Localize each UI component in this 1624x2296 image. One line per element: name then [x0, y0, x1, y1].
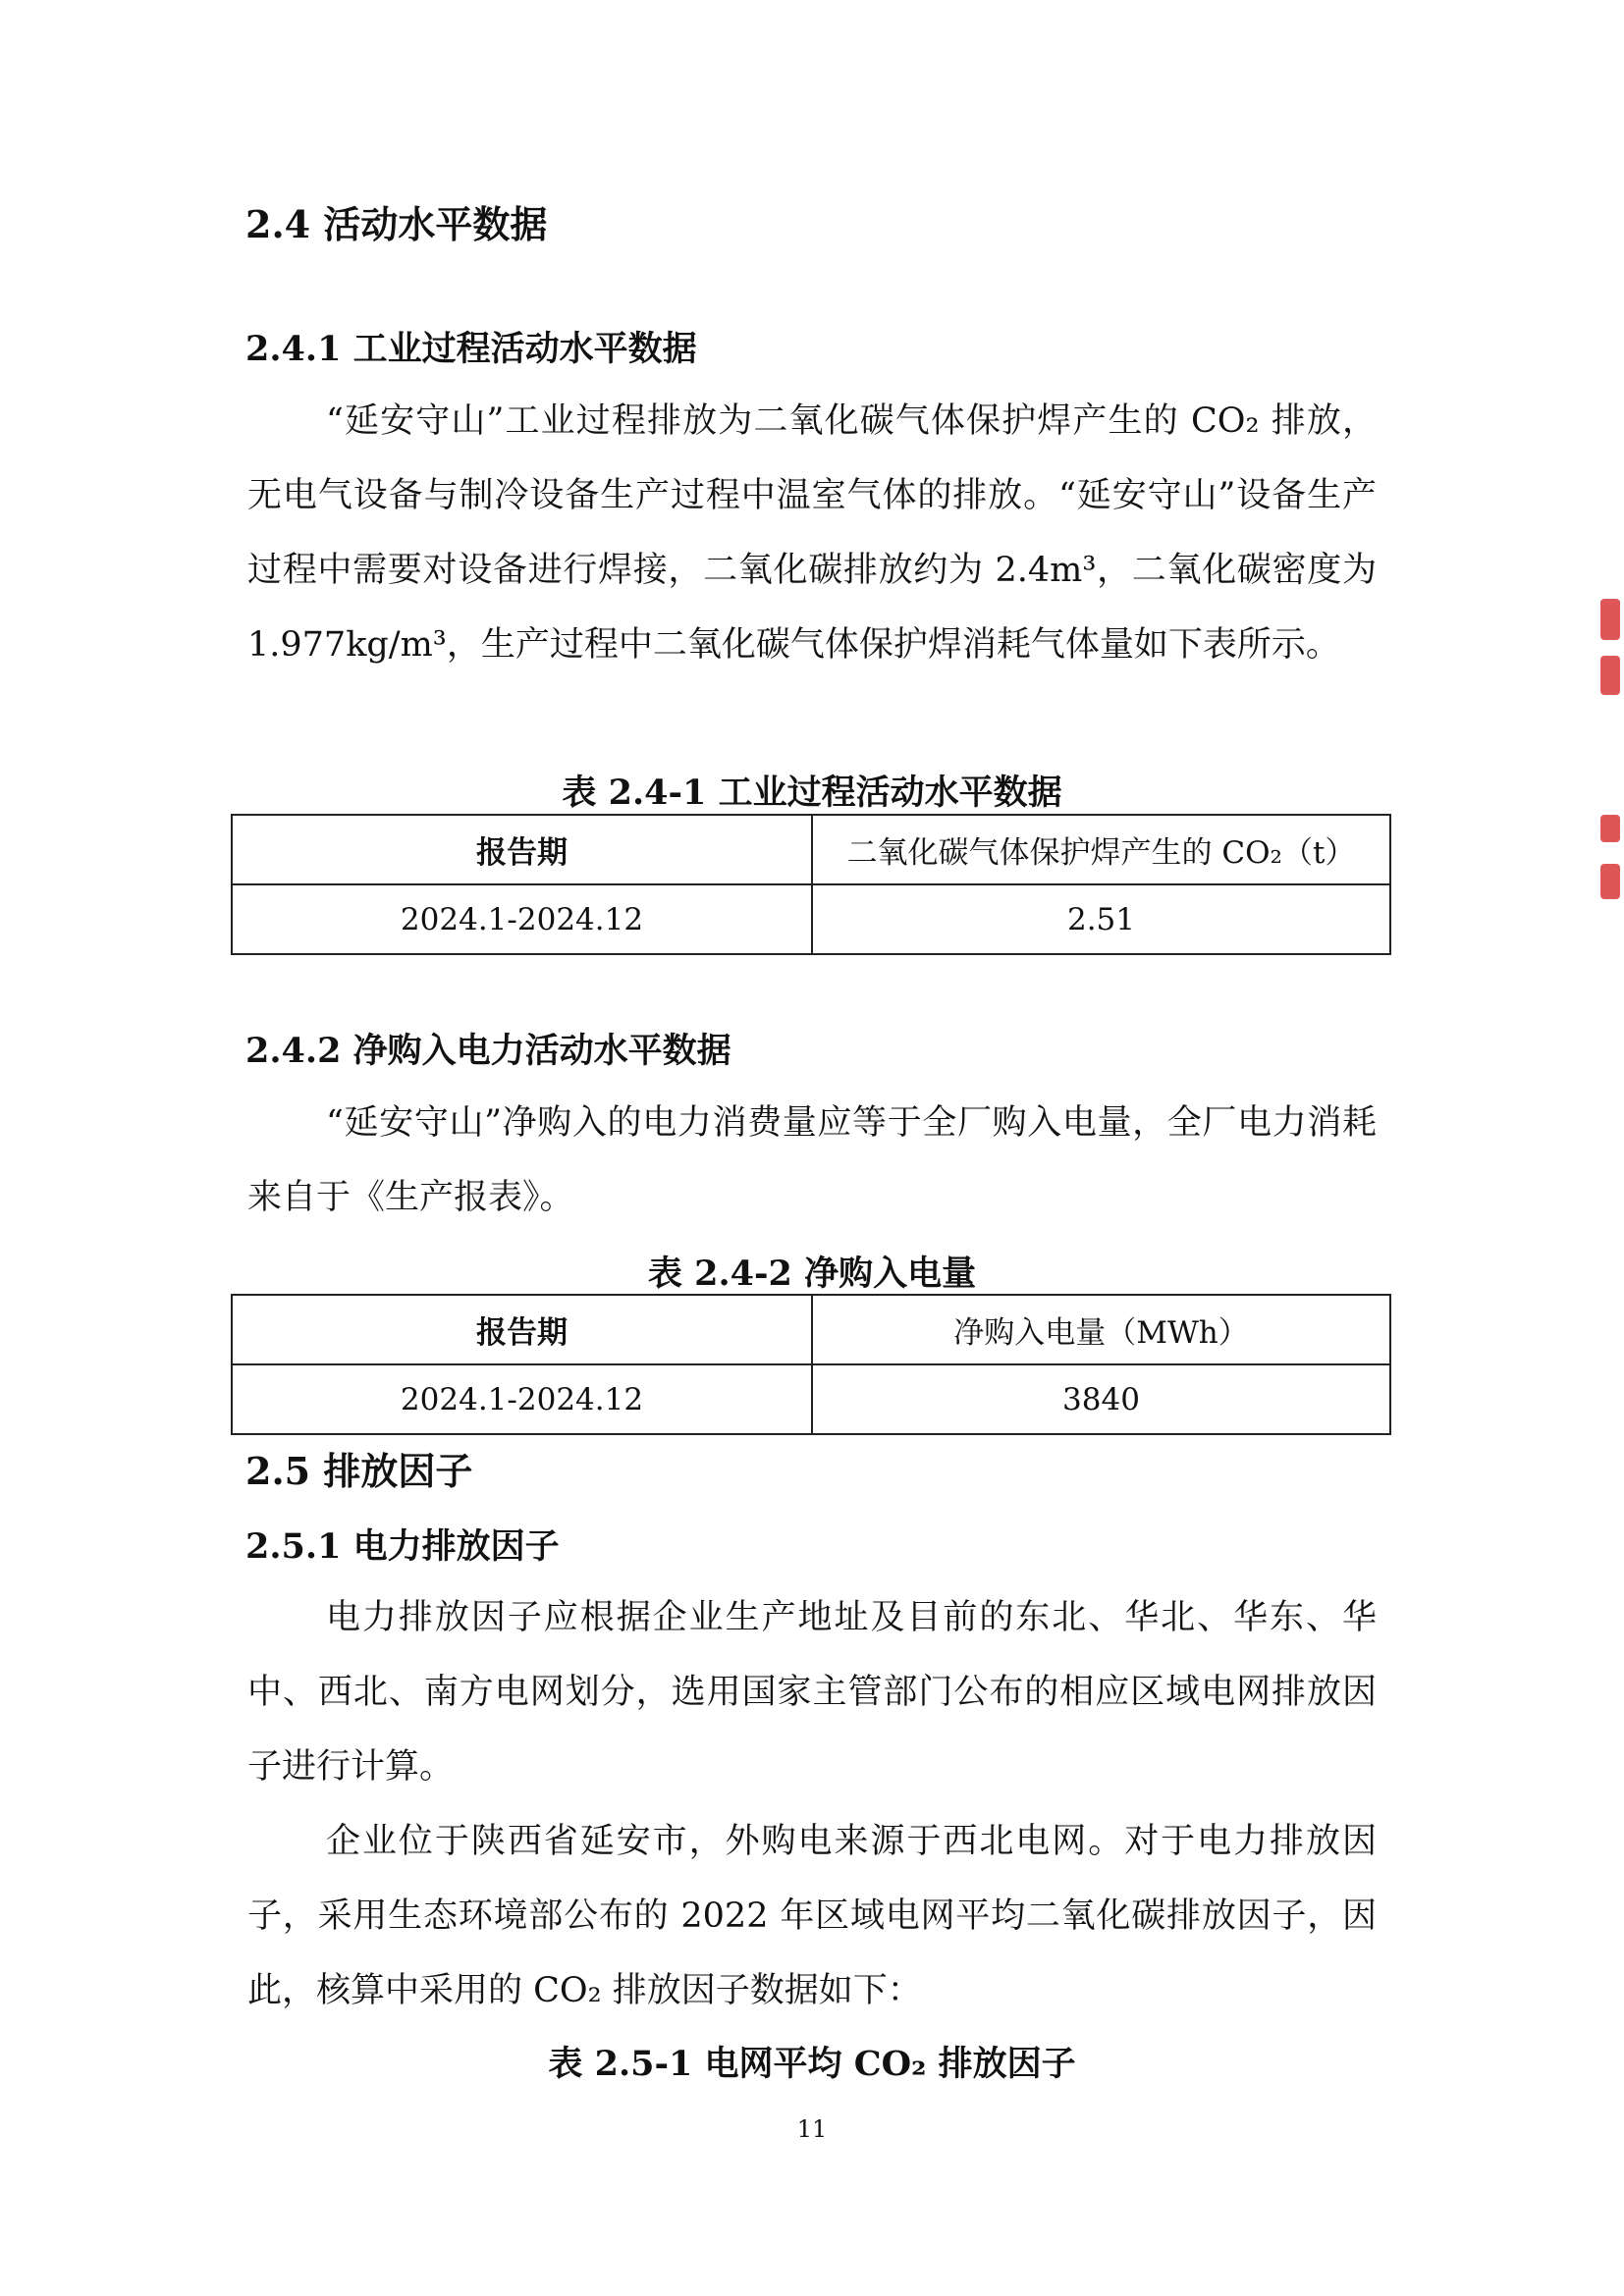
table-2-4-2: [231, 1294, 1391, 1435]
table-header-cell: 二氧化碳气体保护焊产生的 CO₂（t）: [812, 815, 1390, 884]
section-title-2-4-2: 2.4.2 净购入电力活动水平数据: [245, 1031, 731, 1071]
table-2-4-1: [231, 814, 1391, 955]
paragraph-2-4-2-text: “延安守山”净购入的电力消费量应等于全厂购入电量，全厂电力消耗来自于《生产报表》。: [247, 1103, 1377, 1217]
table-cell: 3840: [812, 1364, 1390, 1434]
table-caption-2-5-1: 表 2.5-1 电网平均 CO₂ 排放因子: [548, 2044, 1076, 2084]
table-caption-2-4-1: 表 2.4-1 工业过程活动水平数据: [562, 773, 1062, 813]
table-header-row: [232, 1295, 1390, 1364]
table-header-cell: 报告期: [232, 1295, 812, 1364]
paragraph-2-4-1-text: “延安守山”工业过程排放为二氧化碳气体保护焊产生的 CO₂ 排放，无电气设备与制冷设备生产过程中温室气体的排放。“延安守山”设备生产过程中需要对设备进行焊接，二氧化碳排放约为 2.4m³，二氧化碳密度为 1.977kg/m³，生产过程中二氧化碳气体保护焊消耗气体量如下表所示。: [247, 401, 1377, 665]
table-row: [232, 1364, 1390, 1434]
table-row: [232, 884, 1390, 954]
paragraph-2-5-1-text-1: 电力排放因子应根据企业生产地址及目前的东北、华北、华东、华中、西北、南方电网划分，选用国家主管部门公布的相应区域电网排放因子进行计算。: [247, 1598, 1377, 1787]
table-header-cell: 净购入电量（MWh）: [812, 1295, 1390, 1364]
section-title-2-4: 2.4 活动水平数据: [245, 202, 548, 246]
page-number: 11: [796, 2115, 828, 2143]
paragraph-2-4-2: [247, 1086, 1377, 1235]
section-title-2-4-1: 2.4.1 工业过程活动水平数据: [245, 329, 697, 369]
table-cell: 2024.1-2024.12: [232, 1364, 812, 1434]
section-title-2-5-1: 2.5.1 电力排放因子: [245, 1526, 560, 1567]
paragraph-2-5-1-text-2: 企业位于陕西省延安市，外购电来源于西北电网。对于电力排放因子，采用生态环境部公布的 2022 年区域电网平均二氧化碳排放因子，因此，核算中采用的 CO₂ 排放因子数据如下：: [247, 1822, 1377, 2010]
table-header-cell: 报告期: [232, 815, 812, 884]
table-caption-2-4-2: 表 2.4-2 净购入电量: [647, 1254, 977, 1294]
table-header-row: [232, 815, 1390, 884]
table-cell: 2.51: [812, 884, 1390, 954]
table-cell: 2024.1-2024.12: [232, 884, 812, 954]
section-title-2-5: 2.5 排放因子: [245, 1449, 473, 1493]
paragraph-2-5-1: [247, 1580, 1377, 2028]
paragraph-2-4-1: [247, 384, 1377, 682]
